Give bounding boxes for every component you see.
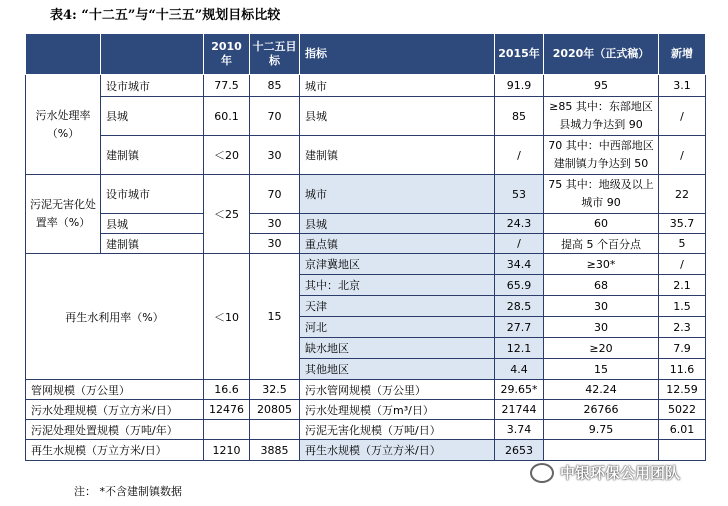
table-cell: 60 bbox=[544, 214, 659, 234]
comparison-table bbox=[25, 33, 706, 461]
table-cell: 15 bbox=[250, 254, 300, 380]
table-cell: 27.7 bbox=[495, 317, 544, 338]
row-group-label: 污水处理率（%） bbox=[26, 75, 101, 175]
table-row bbox=[26, 175, 706, 214]
table-cell: 县城 bbox=[101, 214, 204, 234]
table-cell: 河北 bbox=[300, 317, 495, 338]
table-cell: ≥85 其中：东部地区县城力争达到 90 bbox=[544, 97, 659, 136]
table-title: 表4: “十二五”与“十三五”规划目标比较 bbox=[50, 8, 281, 23]
table-cell: 建制镇 bbox=[101, 234, 204, 254]
table-cell: 9.75 bbox=[544, 420, 659, 440]
table-cell: 2.1 bbox=[659, 275, 706, 296]
table-row bbox=[26, 380, 706, 400]
table-cell: 其中：北京 bbox=[300, 275, 495, 296]
table-cell: ＜10 bbox=[204, 254, 250, 380]
table-cell: 县城 bbox=[300, 97, 495, 136]
header-12th-plan: 十二五目标 bbox=[250, 34, 300, 75]
table-cell: 53 bbox=[495, 175, 544, 214]
table-cell: 建制镇 bbox=[300, 136, 495, 175]
table-cell: 75 其中：地级及以上城市 90 bbox=[544, 175, 659, 214]
table-cell: 30 bbox=[250, 214, 300, 234]
table-row bbox=[26, 214, 706, 234]
header-2010: 2010年 bbox=[204, 34, 250, 75]
table-cell: 28.5 bbox=[495, 296, 544, 317]
table-cell: 1210 bbox=[204, 440, 250, 461]
table-cell: 26766 bbox=[544, 400, 659, 420]
table-cell: 设市城市 bbox=[101, 75, 204, 97]
table-cell: 7.9 bbox=[659, 338, 706, 359]
table-cell: 29.65* bbox=[495, 380, 544, 400]
table-cell: 2653 bbox=[495, 440, 544, 461]
table-cell: 城市 bbox=[300, 75, 495, 97]
table-cell: 京津冀地区 bbox=[300, 254, 495, 275]
watermark bbox=[530, 462, 680, 483]
table-cell: 16.6 bbox=[204, 380, 250, 400]
table-cell: / bbox=[495, 234, 544, 254]
table-cell: 污水管网规模（万公里） bbox=[300, 380, 495, 400]
table-cell: 再生水规模（万立方米/日） bbox=[26, 440, 204, 461]
table-cell: 65.9 bbox=[495, 275, 544, 296]
row-group-label: 污泥无害化处置率（%） bbox=[26, 175, 101, 254]
table-cell: 85 bbox=[250, 75, 300, 97]
table-cell: 城市 bbox=[300, 175, 495, 214]
table-cell: 重点镇 bbox=[300, 234, 495, 254]
table-cell: 34.4 bbox=[495, 254, 544, 275]
table-cell: 县城 bbox=[101, 97, 204, 136]
header-2015: 2015年 bbox=[495, 34, 544, 75]
table-cell: 提高 5 个百分点 bbox=[544, 234, 659, 254]
table-cell: 1.5 bbox=[659, 296, 706, 317]
table-row bbox=[26, 97, 706, 136]
table-cell: 85 bbox=[495, 97, 544, 136]
table-cell: / bbox=[659, 136, 706, 175]
row-group-label: 再生水利用率（%） bbox=[26, 254, 204, 380]
table-cell: 污水处理规模（万立方米/日） bbox=[26, 400, 204, 420]
table-cell: 70 bbox=[250, 175, 300, 214]
table-row bbox=[26, 75, 706, 97]
table-cell: 县城 bbox=[300, 214, 495, 234]
table-cell: 污水处理规模（万m³/日） bbox=[300, 400, 495, 420]
table-cell: 42.24 bbox=[544, 380, 659, 400]
table-row bbox=[26, 400, 706, 420]
header-blank bbox=[101, 34, 204, 75]
table-cell: 30 bbox=[250, 136, 300, 175]
table-row bbox=[26, 136, 706, 175]
table-cell: 11.6 bbox=[659, 359, 706, 380]
table-cell: 70 其中：中西部地区建制镇力争达到 50 bbox=[544, 136, 659, 175]
table-row bbox=[26, 440, 706, 461]
table-cell: 21744 bbox=[495, 400, 544, 420]
table-row bbox=[26, 420, 706, 440]
header-indicator: 指标 bbox=[300, 34, 495, 75]
table-cell: 20805 bbox=[250, 400, 300, 420]
table-row bbox=[26, 234, 706, 254]
table-cell: 12.1 bbox=[495, 338, 544, 359]
table-cell: 95 bbox=[544, 75, 659, 97]
table-cell: 5022 bbox=[659, 400, 706, 420]
table-cell: 5 bbox=[659, 234, 706, 254]
table-cell: / bbox=[659, 97, 706, 136]
table-cell: 3.1 bbox=[659, 75, 706, 97]
table-cell: 3885 bbox=[250, 440, 300, 461]
table-cell: 设市城市 bbox=[101, 175, 204, 214]
table-cell: 2.3 bbox=[659, 317, 706, 338]
table-cell: 3.74 bbox=[495, 420, 544, 440]
table-cell: ＜20 bbox=[204, 136, 250, 175]
table-cell: 22 bbox=[659, 175, 706, 214]
table-row bbox=[26, 254, 706, 275]
table-cell: 污泥无害化规模（万吨/日） bbox=[300, 420, 495, 440]
table-cell: 其他地区 bbox=[300, 359, 495, 380]
table-cell: 管网规模（万公里） bbox=[26, 380, 204, 400]
table-cell: 30 bbox=[250, 234, 300, 254]
table-cell bbox=[659, 440, 706, 461]
table-cell: 30 bbox=[544, 296, 659, 317]
header-new-add: 新增 bbox=[659, 34, 706, 75]
table-cell: 12476 bbox=[204, 400, 250, 420]
table-cell: 35.7 bbox=[659, 214, 706, 234]
table-cell: / bbox=[659, 254, 706, 275]
table-cell: 再生水规模（万立方米/日） bbox=[300, 440, 495, 461]
header-2020: 2020年（正式稿） bbox=[544, 34, 659, 75]
table-cell: 12.59 bbox=[659, 380, 706, 400]
table-cell: 6.01 bbox=[659, 420, 706, 440]
table-cell: 91.9 bbox=[495, 75, 544, 97]
table-cell: 68 bbox=[544, 275, 659, 296]
table-cell: 24.3 bbox=[495, 214, 544, 234]
footnote: 注： *不含建制镇数据 bbox=[74, 485, 182, 498]
table-cell: 70 bbox=[250, 97, 300, 136]
header-blank bbox=[26, 34, 101, 75]
table-cell: ＜25 bbox=[204, 175, 250, 254]
table-cell: 30 bbox=[544, 317, 659, 338]
table-cell: 15 bbox=[544, 359, 659, 380]
table-cell: 32.5 bbox=[250, 380, 300, 400]
header-row bbox=[26, 34, 706, 75]
wechat-icon bbox=[530, 463, 554, 483]
watermark-text: 中银环保公用团队 bbox=[560, 464, 681, 482]
table-cell: 污泥处理处置规模（万吨/年） bbox=[26, 420, 204, 440]
table-cell: ≥20 bbox=[544, 338, 659, 359]
table-cell: 缺水地区 bbox=[300, 338, 495, 359]
table-cell: 4.4 bbox=[495, 359, 544, 380]
table-cell bbox=[250, 420, 300, 440]
table-cell: / bbox=[495, 136, 544, 175]
table-cell: 建制镇 bbox=[101, 136, 204, 175]
table-cell: 60.1 bbox=[204, 97, 250, 136]
table-cell bbox=[544, 440, 659, 461]
table-cell: 天津 bbox=[300, 296, 495, 317]
table-cell: 77.5 bbox=[204, 75, 250, 97]
table-cell bbox=[204, 420, 250, 440]
table-cell: ≥30* bbox=[544, 254, 659, 275]
